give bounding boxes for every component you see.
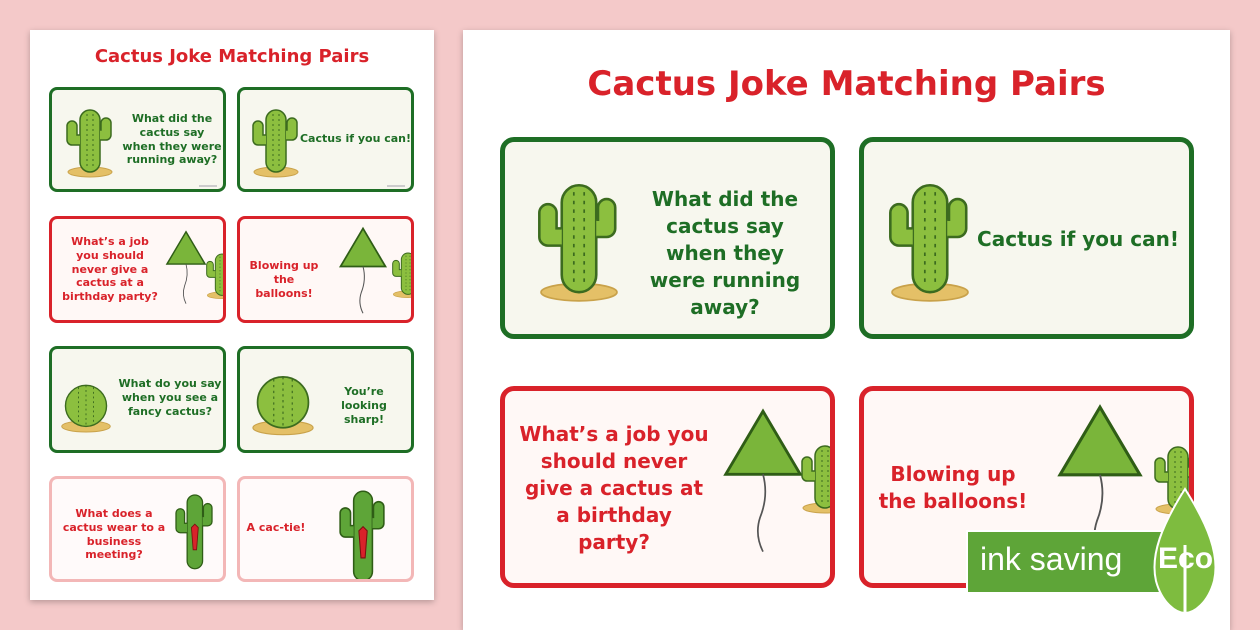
card-text: What did the cactus say when they were running away? bbox=[122, 112, 222, 167]
card-text: What’s a job you should never give a cactus at a birthday party? bbox=[62, 235, 158, 303]
cactus-with-tie-icon bbox=[332, 485, 392, 582]
cactus-icon bbox=[388, 233, 414, 313]
card-text: Blowing up the balloons! bbox=[878, 462, 1028, 513]
cactus-icon bbox=[527, 168, 631, 306]
page-title-small: Cactus Joke Matching Pairs bbox=[94, 46, 370, 67]
eco-label: Eco bbox=[1158, 542, 1214, 575]
card-text: What do you say when you see a fancy cactus? bbox=[118, 377, 222, 418]
joke-card-question-1 bbox=[49, 87, 226, 192]
card-text: Cactus if you can! bbox=[299, 132, 412, 145]
round-cactus-icon bbox=[248, 363, 318, 437]
page-title-large: Cactus Joke Matching Pairs bbox=[587, 64, 1106, 104]
preview-sheet-small bbox=[30, 30, 434, 600]
ink-saving-label: ink saving bbox=[980, 541, 1123, 577]
balloon-icon bbox=[720, 405, 806, 555]
card-text: What’s a job you should never give a cactus at a birthday party? bbox=[519, 422, 709, 554]
card-text: What does a cactus wear to a business meeting? bbox=[62, 507, 166, 562]
card-text: Cactus if you can! bbox=[977, 227, 1179, 251]
cactus-icon bbox=[246, 100, 306, 180]
cactus-with-tie-icon bbox=[170, 483, 218, 579]
joke-card-answer-1 bbox=[237, 87, 414, 192]
card-text: You’re looking sharp! bbox=[341, 385, 387, 426]
joke-card-answer-1-large bbox=[859, 137, 1194, 339]
joke-card-answer-4 bbox=[237, 476, 414, 582]
cactus-icon bbox=[60, 100, 120, 180]
joke-card-answer-2 bbox=[237, 216, 414, 323]
joke-card-question-1-large bbox=[500, 137, 835, 339]
ink-saving-eco-badge bbox=[966, 530, 1246, 594]
cactus-icon bbox=[878, 168, 982, 306]
cactus-icon bbox=[202, 239, 226, 309]
round-cactus-icon bbox=[58, 373, 114, 435]
joke-card-question-3 bbox=[49, 346, 226, 453]
card-text: A cac-tie! bbox=[246, 521, 306, 534]
joke-card-question-4 bbox=[49, 476, 226, 582]
joke-card-question-2 bbox=[49, 216, 226, 323]
card-text: What did the cactus say when they were running away? bbox=[649, 187, 801, 319]
joke-card-question-2-large bbox=[500, 386, 835, 588]
card-text: Blowing up the balloons! bbox=[249, 259, 319, 300]
joke-card-answer-3 bbox=[237, 346, 414, 453]
cactus-icon bbox=[795, 421, 835, 531]
